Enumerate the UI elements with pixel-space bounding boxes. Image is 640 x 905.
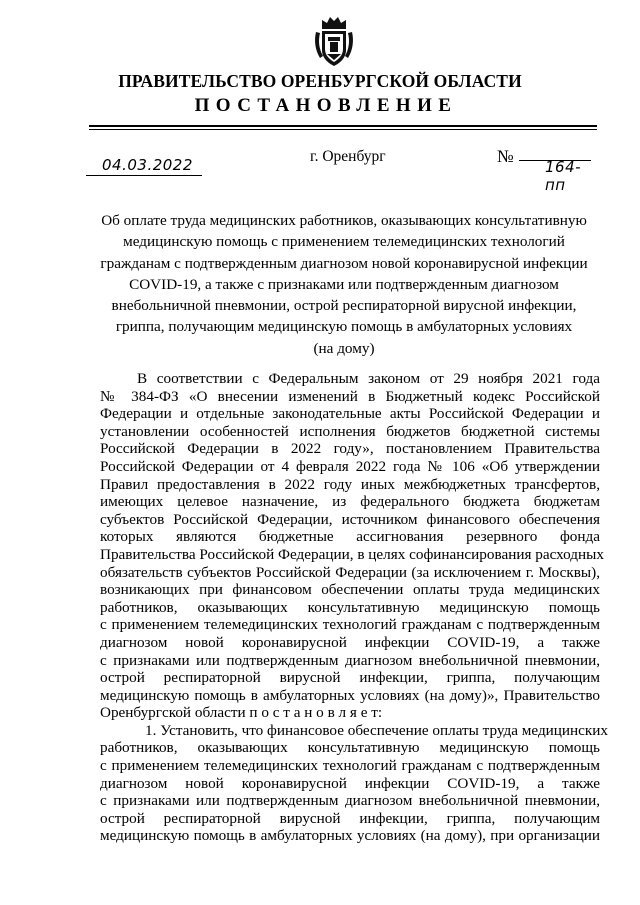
- title-line: COVID-19, а также с признаками или подтвержденным диагнозом: [129, 275, 559, 293]
- body-line: диагнозом новой коронавирусной инфекции COVID-19, а также: [100, 774, 600, 792]
- number-sign: №: [497, 146, 514, 166]
- body-line: медицинскую помощь в амбулаторных условиях (на дому)», Правительство: [100, 686, 600, 704]
- title-line: гражданам с подтвержденным диагнозом новой коронавирусной инфекции: [100, 254, 588, 272]
- header-divider-thin: [89, 129, 597, 130]
- title-line: гриппа, получающим медицинскую помощь в амбулаторных условиях: [115, 318, 573, 336]
- document-title: [90, 210, 598, 359]
- body-line: которых являются бюджетные ассигнования резервного фонда: [100, 528, 600, 546]
- body-line: № 384-ФЗ «О внесении изменений в Бюджетный кодекс Российской: [100, 387, 600, 405]
- document-body: [100, 370, 609, 845]
- body-line: работников, оказывающих консультативную медицинскую помощь: [100, 598, 600, 616]
- body-line: субъектов Российской Федерации, источником финансового обеспечения: [100, 510, 600, 528]
- body-line: с признаками или подтвержденным диагнозом внебольничной пневмонии,: [100, 792, 600, 810]
- organization-name: ПРАВИТЕЛЬСТВО ОРЕНБУРГСКОЙ ОБЛАСТИ: [118, 71, 522, 91]
- body-line: диагнозом новой коронавирусной инфекции COVID-19, а также: [100, 633, 600, 651]
- body-line: В соответствии с Федеральным законом от 29 ноября 2021 года: [137, 370, 600, 387]
- date-field: [86, 156, 202, 176]
- body-line: Оренбургской области п о с т а н о в л я е т:: [100, 704, 383, 722]
- body-line: Правил предоставления в 2022 году иных межбюджетных трансфертов,: [100, 475, 600, 493]
- document-type: ПОСТАНОВЛЕНИЕ: [194, 95, 458, 116]
- body-line: Федерации и отдельные законодательные акты Российской Федерации и: [100, 405, 600, 423]
- body-line: 1. Установить, что финансовое обеспечение оплаты труда медицинских: [145, 721, 609, 739]
- body-line: Российской Федерации в 2022 году», постановлением Правительства: [100, 440, 600, 458]
- title-line: (на дому): [313, 339, 375, 357]
- title-line: внебольничной пневмонии, острой респираторной вирусной инфекции,: [111, 297, 577, 315]
- body-line: медицинскую помощь в амбулаторных условиях (на дому), при организации: [100, 827, 600, 845]
- body-line: острой респираторной вирусной инфекции, гриппа, получающим: [100, 669, 600, 687]
- title-line: Об оплате труда медицинских работников, оказывающих консультативную: [101, 212, 587, 229]
- orenburg-coat-of-arms-icon: [313, 14, 355, 68]
- body-line: обязательств субъектов Российской Федерации (за исключением г. Москвы),: [100, 563, 600, 581]
- document-number: 164-пп: [545, 158, 582, 194]
- body-line: возникающих при финансовом обеспечении оплаты труда медицинских: [100, 581, 600, 599]
- document-city: г. Оренбург: [310, 148, 386, 165]
- body-line: с применением телемедицинских технологий гражданам с подтвержденным: [100, 757, 600, 775]
- number-field: [497, 146, 591, 194]
- body-line: имеющих целевое назначение, из федерального бюджета бюджетам: [100, 493, 600, 511]
- body-line: с признаками или подтвержденным диагнозом внебольничной пневмонии,: [100, 651, 600, 669]
- body-line: работников, оказывающих консультативную медицинскую помощь: [100, 739, 600, 757]
- body-line: Российской Федерации от 4 февраля 2022 года № 106 «Об утверждении: [100, 457, 600, 475]
- document-date: 04.03.2022: [102, 156, 193, 174]
- body-line: с применением телемедицинских технологий гражданам с подтвержденным: [100, 616, 600, 634]
- body-line: установлении особенностей исполнения бюджетов бюджетной системы: [100, 422, 600, 440]
- number-underline: [519, 158, 591, 194]
- header-divider-thick: [89, 125, 597, 127]
- body-line: острой респираторной вирусной инфекции, гриппа, получающим: [100, 809, 600, 827]
- title-line: медицинскую помощь с применением телемедицинских технологий: [123, 233, 565, 251]
- body-line: Правительства Российской Федерации, в целях софинансирования расходных: [100, 545, 604, 563]
